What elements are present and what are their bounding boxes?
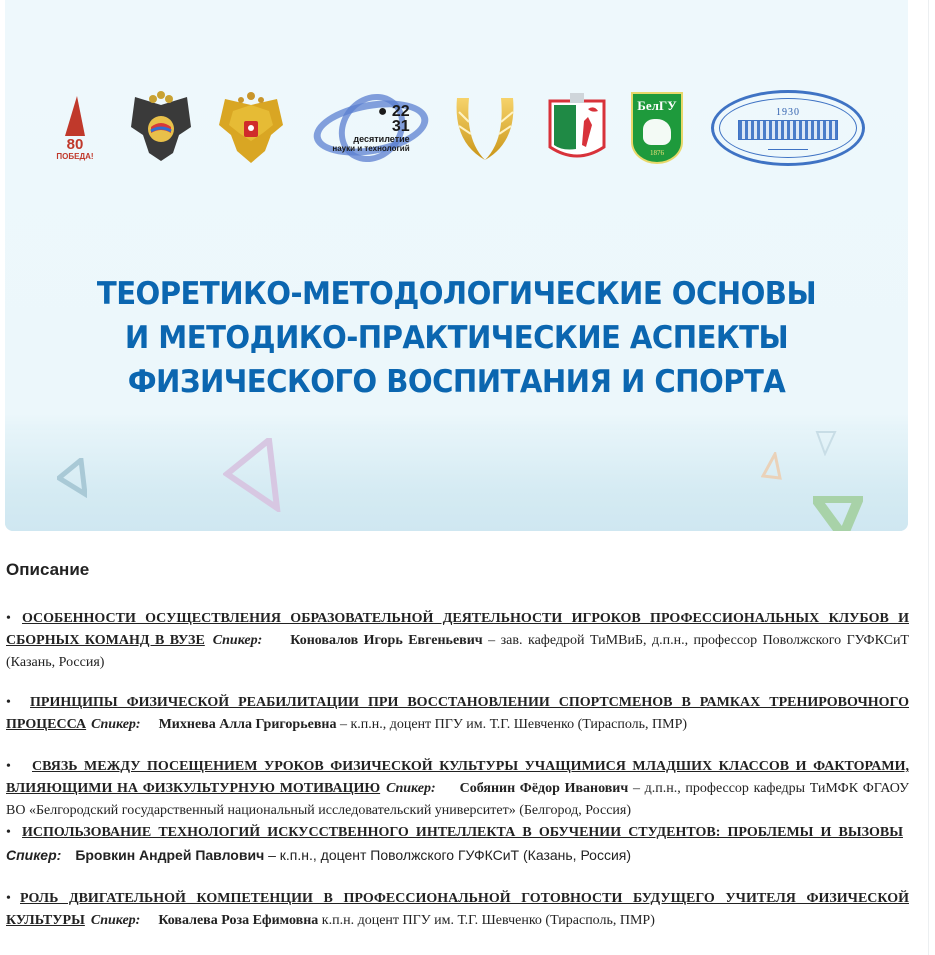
speaker-name: Коновалов Игорь Евгеньевич: [290, 633, 483, 648]
bullet-icon: •: [6, 611, 11, 626]
decor-triangle-icon: [813, 496, 863, 531]
victory-80-logo: [55, 88, 95, 168]
speaker-name: Михнева Алла Григорьевна: [158, 717, 337, 732]
speaker-name: Собянин Фёдор Иванович: [459, 781, 629, 796]
speaker-label: Спикер:: [6, 847, 62, 863]
bullet-icon: •: [6, 759, 11, 774]
speaker-details: – к.п.н., доцент Поволжского ГУФКСиТ (Казань, Россия): [264, 847, 632, 863]
talk-topic-link[interactable]: ИСПОЛЬЗОВАНИЕ ТЕХНОЛОГИЙ ИСКУССТВЕННОГО ИНТЕЛЛЕКТА В ОБУЧЕНИИ СТУДЕНТОВ: ПРОБЛЕМЫ И ВЫЗОВЫ: [22, 825, 903, 840]
list-item: [6, 822, 909, 868]
partner-logos: [5, 88, 908, 168]
description-heading: Описание: [6, 560, 90, 579]
speaker-details: – зав. кафедрой ТиМВиБ, д.п.н., профессор Поволжского ГУФКСиТ (Казань, Россия): [6, 633, 909, 670]
decor-triangle-icon: [57, 458, 87, 498]
logo-text: ПОБЕДА!: [56, 151, 94, 161]
list-item: [6, 888, 909, 932]
title-line-2: И МЕТОДИКО-ПРАКТИЧЕСКИЕ АСПЕКТЫ: [124, 320, 789, 356]
decor-triangle-icon: [761, 452, 783, 482]
talk-list: [6, 608, 909, 932]
bullet-icon: •: [6, 825, 11, 840]
decor-triangle-icon: [815, 430, 837, 456]
speaker-details: – д.п.н., профессор кафедры ТиМФК ФГАОУ ВО «Белгородский государственный национальный исследовательский университет» (Белгород, Россия): [6, 781, 910, 818]
belgu-name: БелГУ: [637, 98, 677, 113]
signature-icon: [768, 144, 808, 150]
pgu-emblem-icon: [548, 88, 606, 168]
decade-text: ● 22 31 десятилетие науки и технологий: [332, 102, 410, 153]
russia-coat-of-arms-icon: [219, 88, 283, 168]
page-edge-line: [928, 0, 929, 955]
decor-triangle-icon: [223, 438, 283, 512]
talk-topic-link[interactable]: РОЛЬ ДВИГАТЕЛЬНОЙ КОМПЕТЕНЦИИ В ПРОФЕССИОНАЛЬНОЙ ГОТОВНОСТИ БУДУЩЕГО УЧИТЕЛЯ ФИЗИЧЕСКОЙ КУЛЬТУРЫ: [6, 891, 909, 928]
statue-icon: [65, 96, 85, 136]
title-line-1: ТЕОРЕТИКО-МЕТОДОЛОГИЧЕСКИЕ ОСНОВЫ: [96, 276, 817, 312]
bullet-icon: •: [6, 891, 11, 906]
speaker-details: к.п.н. доцент ПГУ им. Т.Г. Шевченко (Тирасполь, ПМР): [318, 913, 655, 928]
horseman-icon: [643, 119, 671, 145]
speaker-details: – к.п.н., доцент ПГУ им. Т.Г. Шевченко (Тирасполь, ПМР): [336, 717, 688, 732]
decade-of-science-logo: [313, 88, 429, 168]
talk-topic-link[interactable]: ОСОБЕННОСТИ ОСУЩЕСТВЛЕНИЯ ОБРАЗОВАТЕЛЬНОЙ ДЕЯТЕЛЬНОСТИ ИГРОКОВ ПРОФЕССИОНАЛЬНЫХ КЛУБОВ И СБОРНЫХ КОМАНД В ВУЗЕ: [6, 611, 909, 648]
event-title: [32, 272, 881, 404]
speaker-label: Спикер:: [386, 781, 436, 796]
list-item: [6, 692, 909, 736]
belgu-year: 1876: [650, 149, 664, 157]
building-icon: [738, 120, 838, 140]
golden-laurel-icon: [453, 88, 517, 168]
speaker-label: Спикер:: [90, 913, 141, 928]
speaker-name: Ковалева Роза Ефимовна: [158, 913, 319, 928]
event-banner: [5, 0, 908, 531]
seal-year: 1930: [776, 106, 800, 118]
speaker-name: Бровкин Андрей Павлович: [75, 847, 265, 863]
talk-topic-link[interactable]: ПРИНЦИПЫ ФИЗИЧЕСКОЙ РЕАБИЛИТАЦИИ ПРИ ВОССТАНОВЛЕНИИ СПОРТСМЕНОВ В РАМКАХ ТРЕНИРОВОЧНОГО ПРОЦЕССА: [6, 695, 909, 732]
list-item: [6, 608, 909, 674]
list-item: [6, 756, 909, 822]
logo-number: 80: [66, 135, 84, 153]
speaker-label: Спикер:: [91, 717, 141, 732]
ministry-sport-emblem-icon: [129, 88, 193, 168]
university-seal-logo: [711, 88, 865, 168]
speaker-label: Спикер:: [212, 633, 263, 648]
title-line-3: ФИЗИЧЕСКОГО ВОСПИТАНИЯ И СПОРТА: [127, 364, 786, 400]
belgu-shield-logo: [631, 88, 683, 168]
bullet-icon: •: [6, 695, 11, 710]
talk-topic-link[interactable]: СВЯЗЬ МЕЖДУ ПОСЕЩЕНИЕМ УРОКОВ ФИЗИЧЕСКОЙ КУЛЬТУРЫ УЧАЩИМИСЯ МЛАДШИХ КЛАССОВ И ФАКТОРАМИ, ВЛИЯЮЩИМИ НА ФИЗКУЛЬТУРНУЮ МОТИВАЦИЮ: [6, 759, 909, 796]
